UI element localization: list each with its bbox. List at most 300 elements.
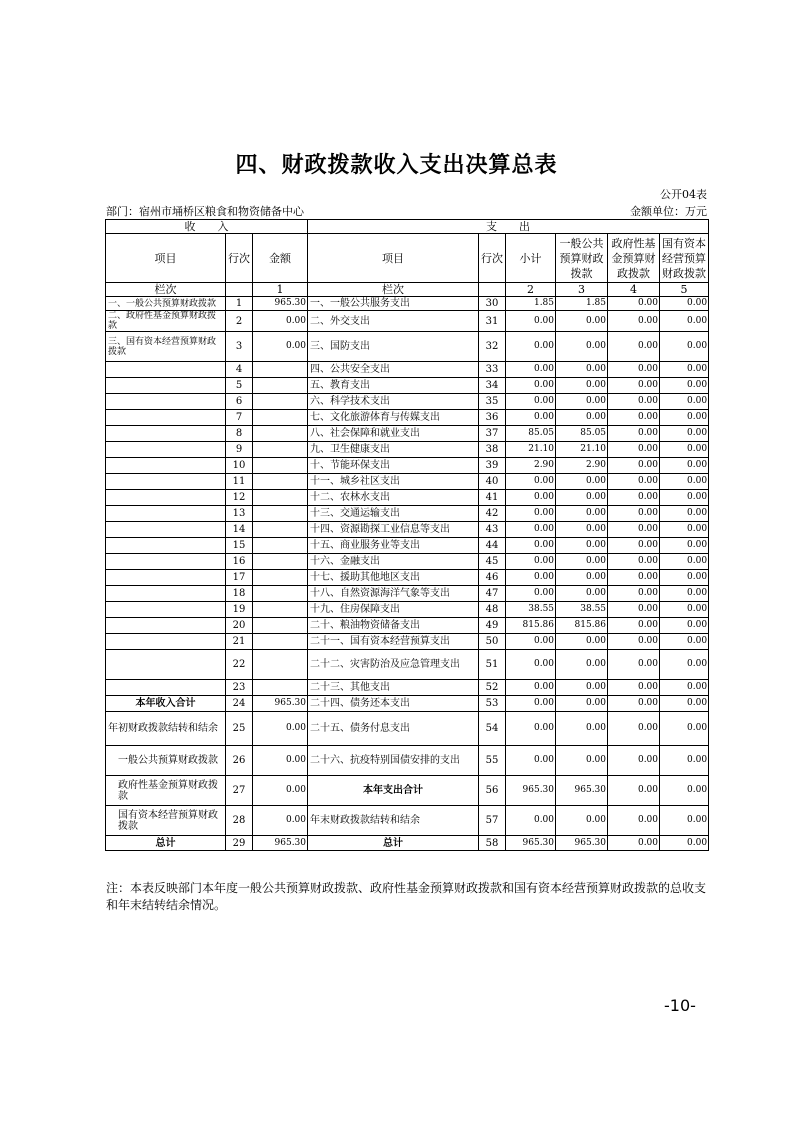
expense-item-cell: 本年支出合计: [308, 776, 479, 806]
income-amount-cell: [253, 602, 308, 618]
expense-row-no-cell: 30: [479, 297, 506, 311]
income-item-cell: [106, 506, 226, 522]
gov-fund-cell: 0.00: [608, 836, 660, 851]
expense-item-cell: 二十二、灾害防治及应急管理支出: [308, 650, 479, 680]
subtotal-cell: 0.00: [506, 378, 556, 394]
income-row-no-cell: 15: [226, 538, 253, 554]
income-item-cell: [106, 362, 226, 378]
subtotal-cell: 965.30: [506, 836, 556, 851]
subtotal-cell: 0.00: [506, 394, 556, 410]
state-capital-cell: 0.00: [660, 554, 709, 570]
income-row-no-cell: 28: [226, 806, 253, 836]
gov-fund-cell: 0.00: [608, 712, 660, 746]
table-row: [106, 362, 709, 378]
expense-item-cell: 十、节能环保支出: [308, 458, 479, 474]
income-item-cell: [106, 394, 226, 410]
table-row: [106, 426, 709, 442]
gov-fund-cell: 0.00: [608, 378, 660, 394]
expense-row-no-cell: 44: [479, 538, 506, 554]
state-capital-cell: 0.00: [660, 696, 709, 712]
income-item-cell: [106, 586, 226, 602]
general-budget-cell: 0.00: [556, 586, 608, 602]
expense-item-cell: 十七、援助其他地区支出: [308, 570, 479, 586]
state-capital-cell: 0.00: [660, 836, 709, 851]
state-capital-cell: 0.00: [660, 311, 709, 332]
income-amount-cell: [253, 570, 308, 586]
subtotal-cell: 0.00: [506, 522, 556, 538]
gov-fund-cell: 0.00: [608, 618, 660, 634]
gov-fund-cell: 0.00: [608, 650, 660, 680]
income-row-no-cell: 7: [226, 410, 253, 426]
income-item-cell: [106, 522, 226, 538]
gov-fund-cell: 0.00: [608, 506, 660, 522]
table-row: [106, 522, 709, 538]
income-row-no-cell: 17: [226, 570, 253, 586]
income-amount-cell: [253, 490, 308, 506]
state-capital-cell: 0.00: [660, 410, 709, 426]
income-amount-cell: [253, 394, 308, 410]
income-amount-cell: [253, 410, 308, 426]
income-row-no-cell: 14: [226, 522, 253, 538]
income-amount-cell: 965.30: [253, 836, 308, 851]
expense-row-no-cell: 48: [479, 602, 506, 618]
expense-item-cell: 十八、自然资源海洋气象等支出: [308, 586, 479, 602]
table-row: [106, 618, 709, 634]
income-row-no-cell: 8: [226, 426, 253, 442]
income-amount-cell: [253, 506, 308, 522]
subtotal-cell: 0.00: [506, 554, 556, 570]
col-index-1: 1: [253, 283, 308, 297]
income-row-no-header: 行次: [226, 234, 253, 283]
general-budget-cell: 0.00: [556, 311, 608, 332]
income-amount-cell: [253, 474, 308, 490]
general-budget-cell: 0.00: [556, 490, 608, 506]
income-row-no-cell: 29: [226, 836, 253, 851]
income-item-cell: [106, 426, 226, 442]
income-amount-cell: 0.00: [253, 806, 308, 836]
gov-fund-cell: 0.00: [608, 746, 660, 776]
income-row-no-cell: 3: [226, 332, 253, 362]
subtotal-cell: 0.00: [506, 806, 556, 836]
expense-item-cell: 十三、交通运输支出: [308, 506, 479, 522]
table-row: [106, 746, 709, 776]
expense-item-cell: 三、国防支出: [308, 332, 479, 362]
gov-fund-cell: 0.00: [608, 538, 660, 554]
income-amount-cell: [253, 680, 308, 696]
table-row: [106, 410, 709, 426]
page-title: 四、财政拨款收入支出决算总表: [235, 153, 558, 178]
table-row: [106, 602, 709, 618]
income-row-no-cell: 25: [226, 712, 253, 746]
expense-row-no-cell: 33: [479, 362, 506, 378]
income-item-cell: [106, 410, 226, 426]
state-capital-cell: 0.00: [660, 458, 709, 474]
general-budget-cell: 0.00: [556, 332, 608, 362]
state-capital-cell: 0.00: [660, 442, 709, 458]
state-capital-cell: 0.00: [660, 586, 709, 602]
income-item-cell: 年初财政拨款结转和结余: [106, 712, 226, 746]
income-item-cell: 政府性基金预算财政拨款: [106, 776, 226, 806]
subtotal-cell: 0.00: [506, 506, 556, 522]
income-amount-cell: 0.00: [253, 746, 308, 776]
income-item-cell: [106, 538, 226, 554]
general-budget-cell: 85.05: [556, 426, 608, 442]
general-budget-cell: 1.85: [556, 297, 608, 311]
expense-row-no-cell: 34: [479, 378, 506, 394]
gov-fund-cell: 0.00: [608, 570, 660, 586]
subtotal-cell: 0.00: [506, 634, 556, 650]
table-row: [106, 836, 709, 851]
expense-item-cell: 五、教育支出: [308, 378, 479, 394]
income-item-cell: 国有资本经营预算财政拨款: [106, 806, 226, 836]
expense-item-cell: 二十六、抗疫特别国债安排的支出: [308, 746, 479, 776]
gov-fund-cell: 0.00: [608, 696, 660, 712]
empty-cell: [226, 283, 253, 297]
table-row: [106, 458, 709, 474]
income-row-no-cell: 9: [226, 442, 253, 458]
income-amount-cell: [253, 618, 308, 634]
department-label: 部门：宿州市埇桥区粮食和物资储备中心: [106, 205, 304, 218]
expense-item-cell: 十六、金融支出: [308, 554, 479, 570]
general-budget-cell: 0.00: [556, 394, 608, 410]
general-budget-cell: 0.00: [556, 410, 608, 426]
expense-row-no-cell: 42: [479, 506, 506, 522]
income-amount-cell: [253, 442, 308, 458]
expense-row-no-cell: 32: [479, 332, 506, 362]
expense-item-cell: 十二、农林水支出: [308, 490, 479, 506]
general-budget-cell: 2.90: [556, 458, 608, 474]
state-capital-cell: 0.00: [660, 570, 709, 586]
expense-row-no-cell: 40: [479, 474, 506, 490]
state-capital-cell: 0.00: [660, 618, 709, 634]
income-item-cell: 二、政府性基金预算财政拨款: [106, 311, 226, 332]
income-amount-cell: [253, 554, 308, 570]
state-capital-cell: 0.00: [660, 332, 709, 362]
expense-row-no-cell: 36: [479, 410, 506, 426]
expense-row-no-cell: 53: [479, 696, 506, 712]
state-capital-cell: 0.00: [660, 506, 709, 522]
page-number: -10-: [664, 996, 696, 1015]
state-capital-header: 国有资本经营预算财政拨款: [660, 234, 709, 283]
expense-item-cell: 四、公共安全支出: [308, 362, 479, 378]
table-row: [106, 554, 709, 570]
income-row-no-cell: 24: [226, 696, 253, 712]
unit-label: 金额单位：万元: [630, 205, 707, 218]
footnote: 注：本表反映部门本年度一般公共预算财政拨款、政府性基金预算财政拨款和国有资本经营预算财政拨款的总收支和年末结转结余情况。: [106, 881, 707, 912]
state-capital-cell: 0.00: [660, 776, 709, 806]
gov-fund-cell: 0.00: [608, 362, 660, 378]
income-item-cell: 三、国有资本经营预算财政拨款: [106, 332, 226, 362]
gov-fund-cell: 0.00: [608, 410, 660, 426]
income-row-no-cell: 27: [226, 776, 253, 806]
state-capital-cell: 0.00: [660, 490, 709, 506]
income-item-cell: [106, 554, 226, 570]
table-row: [106, 696, 709, 712]
table-row: [106, 311, 709, 332]
gov-fund-cell: 0.00: [608, 458, 660, 474]
general-budget-cell: 0.00: [556, 538, 608, 554]
state-capital-cell: 0.00: [660, 712, 709, 746]
subtotal-cell: 0.00: [506, 311, 556, 332]
expense-row-no-cell: 43: [479, 522, 506, 538]
income-amount-cell: 0.00: [253, 311, 308, 332]
subtotal-cell: 0.00: [506, 332, 556, 362]
income-row-no-cell: 6: [226, 394, 253, 410]
expense-item-cell: 二十五、债务付息支出: [308, 712, 479, 746]
income-amount-cell: 965.30: [253, 297, 308, 311]
income-item-header: 项目: [106, 234, 226, 283]
income-amount-cell: [253, 458, 308, 474]
subtotal-cell: 0.00: [506, 490, 556, 506]
table-row: [106, 474, 709, 490]
expense-row-no-cell: 31: [479, 311, 506, 332]
expense-row-no-cell: 39: [479, 458, 506, 474]
table-row: [106, 712, 709, 746]
general-budget-cell: 0.00: [556, 680, 608, 696]
income-row-no-cell: 20: [226, 618, 253, 634]
expense-item-cell: 年末财政拨款结转和结余: [308, 806, 479, 836]
col-index-2: 2: [506, 283, 556, 297]
income-amount-cell: [253, 378, 308, 394]
general-budget-cell: 0.00: [556, 362, 608, 378]
expense-row-no-cell: 35: [479, 394, 506, 410]
subtotal-cell: 0.00: [506, 538, 556, 554]
subtotal-cell: 0.00: [506, 474, 556, 490]
subtotal-cell: 2.90: [506, 458, 556, 474]
gov-fund-cell: 0.00: [608, 474, 660, 490]
state-capital-cell: 0.00: [660, 680, 709, 696]
general-budget-cell: 965.30: [556, 836, 608, 851]
subtotal-cell: 0.00: [506, 746, 556, 776]
expense-row-no-cell: 50: [479, 634, 506, 650]
income-row-no-cell: 13: [226, 506, 253, 522]
table-row: [106, 634, 709, 650]
general-budget-cell: 38.55: [556, 602, 608, 618]
table-row: [106, 378, 709, 394]
income-row-no-cell: 11: [226, 474, 253, 490]
general-budget-cell: 21.10: [556, 442, 608, 458]
gov-fund-cell: 0.00: [608, 311, 660, 332]
subtotal-cell: 0.00: [506, 570, 556, 586]
gov-fund-cell: 0.00: [608, 586, 660, 602]
income-item-cell: 总计: [106, 836, 226, 851]
subtotal-header: 小计: [506, 234, 556, 283]
gov-fund-cell: 0.00: [608, 442, 660, 458]
state-capital-cell: 0.00: [660, 634, 709, 650]
general-budget-cell: 0.00: [556, 474, 608, 490]
general-budget-cell: 0.00: [556, 506, 608, 522]
subtotal-cell: 0.00: [506, 650, 556, 680]
gov-fund-cell: 0.00: [608, 522, 660, 538]
table-row: [106, 490, 709, 506]
table-row: [106, 650, 709, 680]
income-item-cell: [106, 442, 226, 458]
table-row: [106, 586, 709, 602]
empty-cell: [479, 283, 506, 297]
income-row-no-cell: 10: [226, 458, 253, 474]
income-row-no-cell: 21: [226, 634, 253, 650]
income-item-cell: [106, 618, 226, 634]
income-row-no-cell: 2: [226, 311, 253, 332]
gov-fund-cell: 0.00: [608, 394, 660, 410]
expense-item-cell: 二十三、其他支出: [308, 680, 479, 696]
expense-item-header: 项目: [308, 234, 479, 283]
general-budget-cell: 0.00: [556, 634, 608, 650]
table-row: [106, 394, 709, 410]
income-item-cell: [106, 650, 226, 680]
income-row-no-cell: 19: [226, 602, 253, 618]
income-row-no-cell: 1: [226, 297, 253, 311]
table-row: [106, 297, 709, 311]
subtotal-cell: 0.00: [506, 712, 556, 746]
subtotal-cell: 0.00: [506, 410, 556, 426]
col-index-5: 5: [660, 283, 709, 297]
subtotal-cell: 85.05: [506, 426, 556, 442]
gov-fund-header: 政府性基金预算财政拨款: [608, 234, 660, 283]
form-code: 公开04表: [660, 188, 707, 201]
budget-summary-table: [105, 219, 709, 851]
expense-row-no-cell: 38: [479, 442, 506, 458]
table-row: [106, 332, 709, 362]
income-row-no-cell: 12: [226, 490, 253, 506]
expense-row-no-cell: 46: [479, 570, 506, 586]
expense-row-no-cell: 37: [479, 426, 506, 442]
general-budget-cell: 965.30: [556, 776, 608, 806]
income-col-label: 栏次: [106, 283, 226, 297]
income-row-no-cell: 4: [226, 362, 253, 378]
expense-item-cell: 二、外交支出: [308, 311, 479, 332]
expense-row-no-cell: 41: [479, 490, 506, 506]
subtotal-cell: 1.85: [506, 297, 556, 311]
income-amount-cell: 0.00: [253, 712, 308, 746]
expense-item-cell: 二十四、债务还本支出: [308, 696, 479, 712]
table-row: [106, 776, 709, 806]
gov-fund-cell: 0.00: [608, 490, 660, 506]
general-budget-header: 一般公共预算财政拨款: [556, 234, 608, 283]
table-row: [106, 506, 709, 522]
general-budget-cell: 0.00: [556, 554, 608, 570]
income-item-cell: [106, 490, 226, 506]
expense-item-cell: 十一、城乡社区支出: [308, 474, 479, 490]
expense-item-cell: 二十一、国有资本经营预算支出: [308, 634, 479, 650]
state-capital-cell: 0.00: [660, 806, 709, 836]
gov-fund-cell: 0.00: [608, 332, 660, 362]
income-item-cell: [106, 602, 226, 618]
general-budget-cell: 0.00: [556, 712, 608, 746]
income-item-cell: [106, 680, 226, 696]
expense-header: 支 出: [308, 220, 709, 234]
income-amount-cell: [253, 362, 308, 378]
expense-col-label: 栏次: [308, 283, 479, 297]
income-row-no-cell: 23: [226, 680, 253, 696]
state-capital-cell: 0.00: [660, 538, 709, 554]
subtotal-cell: 38.55: [506, 602, 556, 618]
income-amount-cell: 0.00: [253, 332, 308, 362]
income-amount-header: 金额: [253, 234, 308, 283]
income-item-cell: [106, 474, 226, 490]
expense-item-cell: 十九、住房保障支出: [308, 602, 479, 618]
state-capital-cell: 0.00: [660, 394, 709, 410]
gov-fund-cell: 0.00: [608, 297, 660, 311]
state-capital-cell: 0.00: [660, 474, 709, 490]
expense-row-no-cell: 57: [479, 806, 506, 836]
state-capital-cell: 0.00: [660, 650, 709, 680]
income-header: 收 入: [106, 220, 308, 234]
income-row-no-cell: 5: [226, 378, 253, 394]
expense-row-no-cell: 56: [479, 776, 506, 806]
subtotal-cell: 815.86: [506, 618, 556, 634]
expense-row-no-cell: 55: [479, 746, 506, 776]
income-amount-cell: 965.30: [253, 696, 308, 712]
expense-row-no-cell: 51: [479, 650, 506, 680]
gov-fund-cell: 0.00: [608, 806, 660, 836]
general-budget-cell: 0.00: [556, 746, 608, 776]
table-row: [106, 570, 709, 586]
income-item-cell: 本年收入合计: [106, 696, 226, 712]
expense-item-cell: 九、卫生健康支出: [308, 442, 479, 458]
expense-row-no-cell: 52: [479, 680, 506, 696]
subtotal-cell: 0.00: [506, 586, 556, 602]
gov-fund-cell: 0.00: [608, 776, 660, 806]
gov-fund-cell: 0.00: [608, 634, 660, 650]
income-item-cell: 一、一般公共预算财政拨款: [106, 297, 226, 311]
table-row: [106, 680, 709, 696]
gov-fund-cell: 0.00: [608, 680, 660, 696]
expense-row-no-cell: 47: [479, 586, 506, 602]
subtotal-cell: 0.00: [506, 362, 556, 378]
col-index-3: 3: [556, 283, 608, 297]
income-amount-cell: [253, 650, 308, 680]
state-capital-cell: 0.00: [660, 522, 709, 538]
table-row: [106, 442, 709, 458]
income-item-cell: [106, 570, 226, 586]
general-budget-cell: 0.00: [556, 696, 608, 712]
expense-row-no-cell: 58: [479, 836, 506, 851]
income-amount-cell: [253, 634, 308, 650]
income-item-cell: 一般公共预算财政拨款: [106, 746, 226, 776]
expense-item-cell: 总计: [308, 836, 479, 851]
state-capital-cell: 0.00: [660, 378, 709, 394]
subtotal-cell: 21.10: [506, 442, 556, 458]
general-budget-cell: 0.00: [556, 378, 608, 394]
income-amount-cell: [253, 522, 308, 538]
income-amount-cell: [253, 426, 308, 442]
general-budget-cell: 0.00: [556, 650, 608, 680]
income-row-no-cell: 26: [226, 746, 253, 776]
state-capital-cell: 0.00: [660, 746, 709, 776]
expense-item-cell: 十四、资源勘探工业信息等支出: [308, 522, 479, 538]
income-amount-cell: [253, 538, 308, 554]
state-capital-cell: 0.00: [660, 297, 709, 311]
expense-item-cell: 八、社会保障和就业支出: [308, 426, 479, 442]
expense-item-cell: 六、科学技术支出: [308, 394, 479, 410]
income-row-no-cell: 22: [226, 650, 253, 680]
general-budget-cell: 815.86: [556, 618, 608, 634]
income-item-cell: [106, 458, 226, 474]
table-row: [106, 538, 709, 554]
general-budget-cell: 0.00: [556, 570, 608, 586]
state-capital-cell: 0.00: [660, 362, 709, 378]
expense-item-cell: 十五、商业服务业等支出: [308, 538, 479, 554]
expense-item-cell: 一、一般公共服务支出: [308, 297, 479, 311]
income-item-cell: [106, 378, 226, 394]
income-item-cell: [106, 634, 226, 650]
general-budget-cell: 0.00: [556, 806, 608, 836]
expense-item-cell: 七、文化旅游体育与传媒支出: [308, 410, 479, 426]
col-index-4: 4: [608, 283, 660, 297]
expense-row-no-cell: 49: [479, 618, 506, 634]
income-amount-cell: [253, 586, 308, 602]
